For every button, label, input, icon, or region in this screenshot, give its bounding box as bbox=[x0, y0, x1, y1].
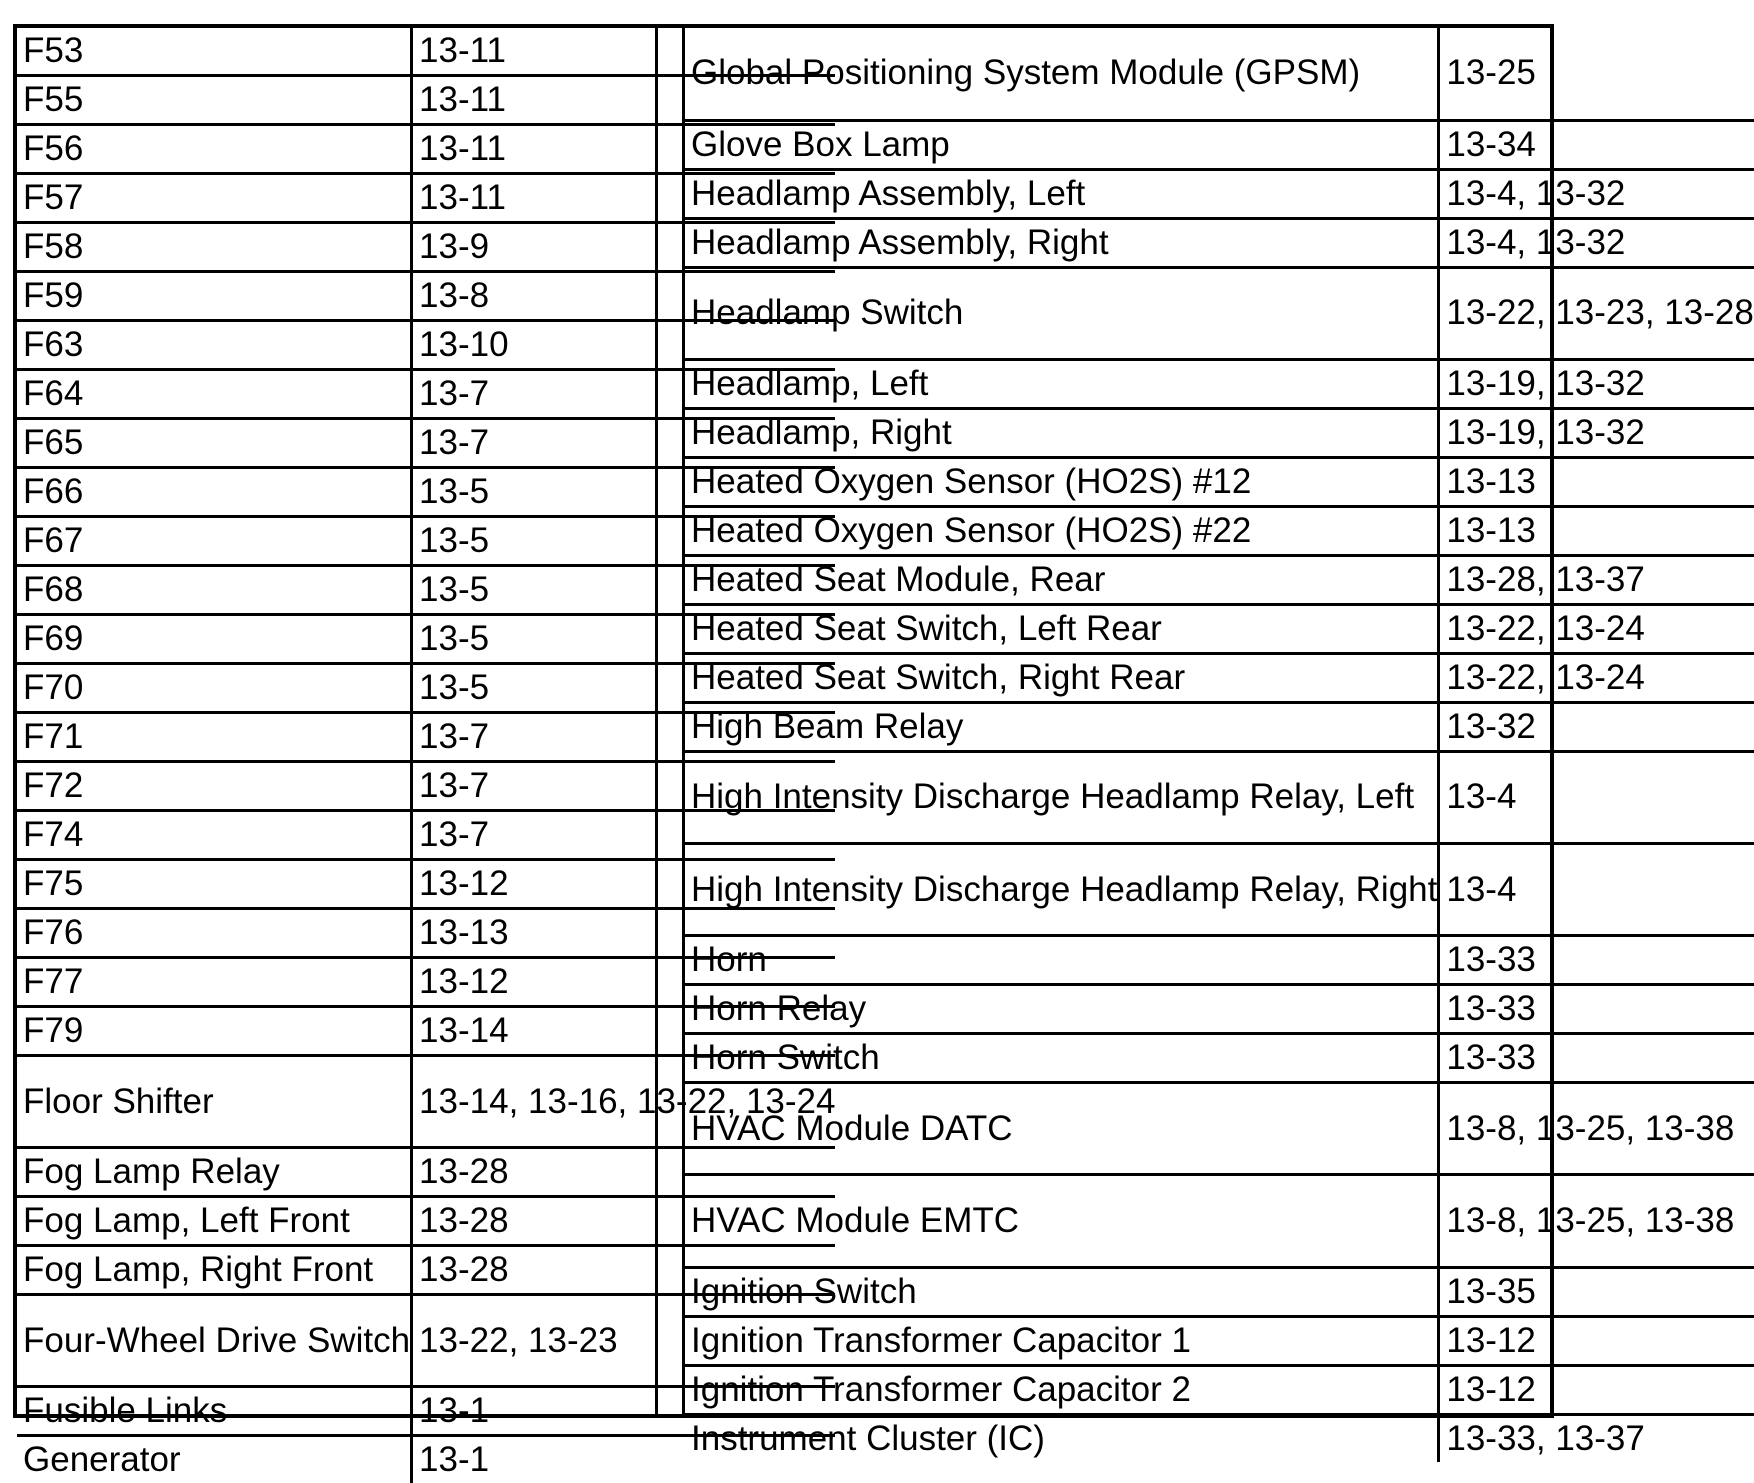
component-name: Heated Seat Switch, Right Rear bbox=[685, 653, 1439, 702]
page-reference: 13-28, 13-37 bbox=[1439, 555, 1754, 604]
component-name: HVAC Module DATC bbox=[685, 1083, 1439, 1175]
component-name: Generator bbox=[17, 1436, 412, 1483]
page-reference: 13-34 bbox=[1439, 120, 1754, 169]
component-name: Horn Switch bbox=[685, 1034, 1439, 1083]
page-reference: 13-4, 13-32 bbox=[1439, 169, 1754, 218]
table-row bbox=[685, 457, 1754, 506]
component-name: Floor Shifter bbox=[17, 1056, 412, 1148]
page-reference: 13-14 bbox=[412, 1007, 836, 1056]
component-name: F67 bbox=[17, 517, 412, 566]
page-reference: 13-33 bbox=[1439, 985, 1754, 1034]
component-name: Horn Relay bbox=[685, 985, 1439, 1034]
component-name: F69 bbox=[17, 615, 412, 664]
page-reference: 13-7 bbox=[412, 811, 836, 860]
page-reference: 13-12 bbox=[1439, 1316, 1754, 1365]
component-name: Fog Lamp, Left Front bbox=[17, 1197, 412, 1246]
page-reference: 13-22, 13-23, 13-28 bbox=[1439, 267, 1754, 359]
component-name: F76 bbox=[17, 909, 412, 958]
table-row bbox=[685, 751, 1754, 843]
index-table-right-body bbox=[685, 28, 1754, 1462]
page-reference: 13-5 bbox=[412, 517, 836, 566]
page-reference: 13-9 bbox=[412, 223, 836, 272]
table-row bbox=[685, 506, 1754, 555]
component-name: Fog Lamp, Right Front bbox=[17, 1246, 412, 1295]
component-name: Headlamp, Left bbox=[685, 359, 1439, 408]
page-reference: 13-7 bbox=[412, 370, 836, 419]
component-name: Instrument Cluster (IC) bbox=[685, 1414, 1439, 1462]
page-reference: 13-22, 13-24 bbox=[1439, 653, 1754, 702]
table-row bbox=[685, 1414, 1754, 1462]
component-name: Four-Wheel Drive Switch bbox=[17, 1295, 412, 1387]
component-name: F74 bbox=[17, 811, 412, 860]
page-reference: 13-22, 13-23 bbox=[412, 1295, 836, 1387]
component-name: Heated Seat Switch, Left Rear bbox=[685, 604, 1439, 653]
table-row bbox=[685, 1316, 1754, 1365]
component-name: F65 bbox=[17, 419, 412, 468]
component-name: F53 bbox=[17, 28, 412, 76]
page-reference: 13-4 bbox=[1439, 751, 1754, 843]
page-reference: 13-28 bbox=[412, 1148, 836, 1197]
component-name: Headlamp Assembly, Left bbox=[685, 169, 1439, 218]
page-reference: 13-11 bbox=[412, 76, 836, 125]
component-name: Headlamp Assembly, Right bbox=[685, 218, 1439, 267]
component-name: Ignition Transformer Capacitor 1 bbox=[685, 1316, 1439, 1365]
page-reference: 13-1 bbox=[412, 1436, 836, 1483]
component-name: Ignition Transformer Capacitor 2 bbox=[685, 1365, 1439, 1414]
table-row bbox=[685, 218, 1754, 267]
page-reference: 13-8 bbox=[412, 272, 836, 321]
page-reference: 13-35 bbox=[1439, 1267, 1754, 1316]
page-reference: 13-5 bbox=[412, 468, 836, 517]
page-reference: 13-28 bbox=[412, 1246, 836, 1295]
page-reference: 13-8, 13-25, 13-38 bbox=[1439, 1083, 1754, 1175]
component-name: Heated Oxygen Sensor (HO2S) #12 bbox=[685, 457, 1439, 506]
page-reference: 13-19, 13-32 bbox=[1439, 359, 1754, 408]
component-name: Fog Lamp Relay bbox=[17, 1148, 412, 1197]
page-reference: 13-1 bbox=[412, 1387, 836, 1436]
table-row bbox=[685, 267, 1754, 359]
component-name: F57 bbox=[17, 174, 412, 223]
page-reference: 13-33, 13-37 bbox=[1439, 1414, 1754, 1462]
page-reference: 13-25 bbox=[1439, 28, 1754, 120]
component-name: F63 bbox=[17, 321, 412, 370]
component-name: High Beam Relay bbox=[685, 702, 1439, 751]
component-name: F64 bbox=[17, 370, 412, 419]
page-reference: 13-14, 13-16, 13-22, 13-24 bbox=[412, 1056, 836, 1148]
page-reference: 13-22, 13-24 bbox=[1439, 604, 1754, 653]
table-row bbox=[685, 359, 1754, 408]
component-name: Fusible Links bbox=[17, 1387, 412, 1436]
table-row bbox=[685, 555, 1754, 604]
page-reference: 13-11 bbox=[412, 125, 836, 174]
component-name: F55 bbox=[17, 76, 412, 125]
page-reference: 13-13 bbox=[1439, 457, 1754, 506]
page-reference: 13-11 bbox=[412, 174, 836, 223]
page-reference: 13-12 bbox=[1439, 1365, 1754, 1414]
page-reference: 13-13 bbox=[412, 909, 836, 958]
table-row bbox=[685, 169, 1754, 218]
page-reference: 13-7 bbox=[412, 762, 836, 811]
component-name: HVAC Module EMTC bbox=[685, 1175, 1439, 1267]
component-name: F56 bbox=[17, 125, 412, 174]
page-reference: 13-33 bbox=[1439, 1034, 1754, 1083]
component-name: Glove Box Lamp bbox=[685, 120, 1439, 169]
table-row bbox=[685, 844, 1754, 936]
table-row bbox=[685, 1267, 1754, 1316]
page-reference: 13-5 bbox=[412, 566, 836, 615]
page-reference: 13-12 bbox=[412, 860, 836, 909]
page-reference: 13-7 bbox=[412, 713, 836, 762]
component-name: F77 bbox=[17, 958, 412, 1007]
page-reference: 13-5 bbox=[412, 615, 836, 664]
page-reference: 13-10 bbox=[412, 321, 836, 370]
page-reference: 13-13 bbox=[1439, 506, 1754, 555]
component-name: F75 bbox=[17, 860, 412, 909]
component-name: High Intensity Discharge Headlamp Relay, Left bbox=[685, 751, 1439, 843]
index-table-right bbox=[685, 28, 1754, 1462]
component-name: F71 bbox=[17, 713, 412, 762]
table-row bbox=[685, 1365, 1754, 1414]
component-name: F58 bbox=[17, 223, 412, 272]
page-reference: 13-11 bbox=[412, 28, 836, 76]
page-reference: 13-28 bbox=[412, 1197, 836, 1246]
table-row bbox=[685, 936, 1754, 985]
table-row bbox=[685, 604, 1754, 653]
page-reference: 13-33 bbox=[1439, 936, 1754, 985]
page-reference: 13-12 bbox=[412, 958, 836, 1007]
table-row bbox=[685, 120, 1754, 169]
page-reference: 13-4 bbox=[1439, 844, 1754, 936]
component-name: Horn bbox=[685, 936, 1439, 985]
page-reference: 13-4, 13-32 bbox=[1439, 218, 1754, 267]
table-row bbox=[685, 1034, 1754, 1083]
component-name: F59 bbox=[17, 272, 412, 321]
page-reference: 13-8, 13-25, 13-38 bbox=[1439, 1175, 1754, 1267]
component-name: Global Positioning System Module (GPSM) bbox=[685, 28, 1439, 120]
component-name: High Intensity Discharge Headlamp Relay, Right bbox=[685, 844, 1439, 936]
component-name: Heated Seat Module, Rear bbox=[685, 555, 1439, 604]
page-reference: 13-5 bbox=[412, 664, 836, 713]
component-name: F70 bbox=[17, 664, 412, 713]
page-reference: 13-19, 13-32 bbox=[1439, 408, 1754, 457]
table-row bbox=[685, 28, 1754, 120]
component-name: Ignition Switch bbox=[685, 1267, 1439, 1316]
page-reference: 13-32 bbox=[1439, 702, 1754, 751]
table-row bbox=[685, 985, 1754, 1034]
component-name: Headlamp, Right bbox=[685, 408, 1439, 457]
component-name: Heated Oxygen Sensor (HO2S) #22 bbox=[685, 506, 1439, 555]
page-reference: 13-7 bbox=[412, 419, 836, 468]
table-row bbox=[685, 702, 1754, 751]
component-name: Headlamp Switch bbox=[685, 267, 1439, 359]
table-row bbox=[685, 1083, 1754, 1175]
component-name: F79 bbox=[17, 1007, 412, 1056]
table-row bbox=[685, 408, 1754, 457]
component-name: F72 bbox=[17, 762, 412, 811]
component-name: F66 bbox=[17, 468, 412, 517]
table-row bbox=[685, 1175, 1754, 1267]
table-row bbox=[685, 653, 1754, 702]
component-name: F68 bbox=[17, 566, 412, 615]
